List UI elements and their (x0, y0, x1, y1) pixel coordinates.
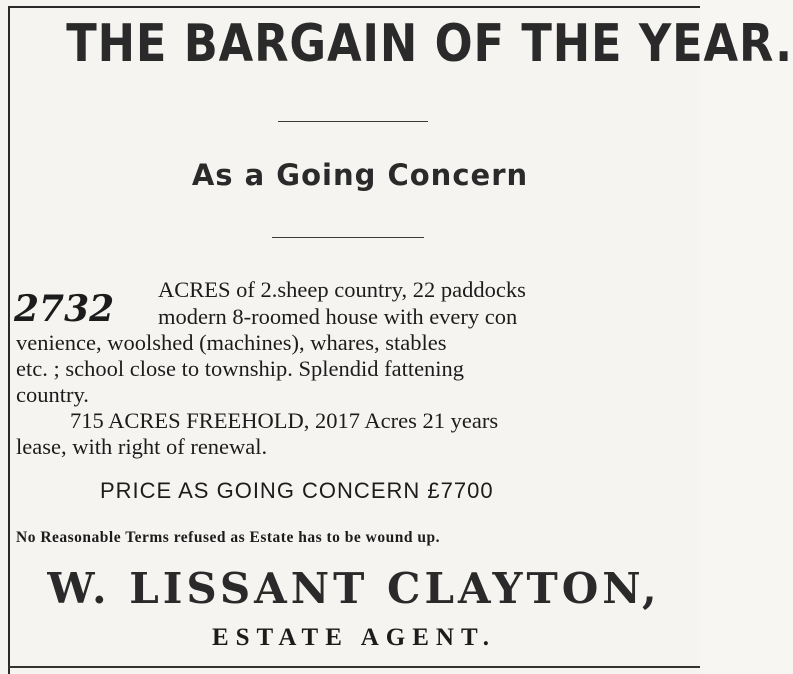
body-line-6: 715 ACRES FREEHOLD, 2017 Acres 21 years (70, 408, 499, 433)
terms-line: No Reasonable Terms refused as Estate has to be wound up. (16, 529, 440, 546)
bottom-border-rule (8, 666, 700, 668)
body-line-1: ACRES of 2.sheep country, 22 paddocks (158, 277, 526, 302)
acreage-number: 2732 (14, 288, 115, 330)
body-line-3: venience, woolshed (machines), whares, stables (16, 330, 447, 355)
body-line-7: lease, with right of renewal. (16, 434, 268, 459)
subheading: As a Going Concern (191, 158, 529, 192)
body-line-5: country. (16, 382, 89, 407)
headline: THE BARGAIN OF THE YEAR. (66, 14, 793, 74)
agent-title: ESTATE AGENT. (211, 624, 497, 651)
divider-rule (272, 237, 424, 238)
divider-rule (278, 121, 428, 122)
agent-name: W. LISSANT CLAYTON, (47, 564, 661, 613)
price-line: PRICE AS GOING CONCERN £7700 (100, 478, 494, 503)
body-line-4: etc. ; school close to township. Splendid fattening (16, 356, 465, 381)
top-border-rule (8, 6, 700, 8)
left-border-rule (8, 6, 10, 674)
body-line-2: modern 8-roomed house with every con (158, 304, 518, 329)
